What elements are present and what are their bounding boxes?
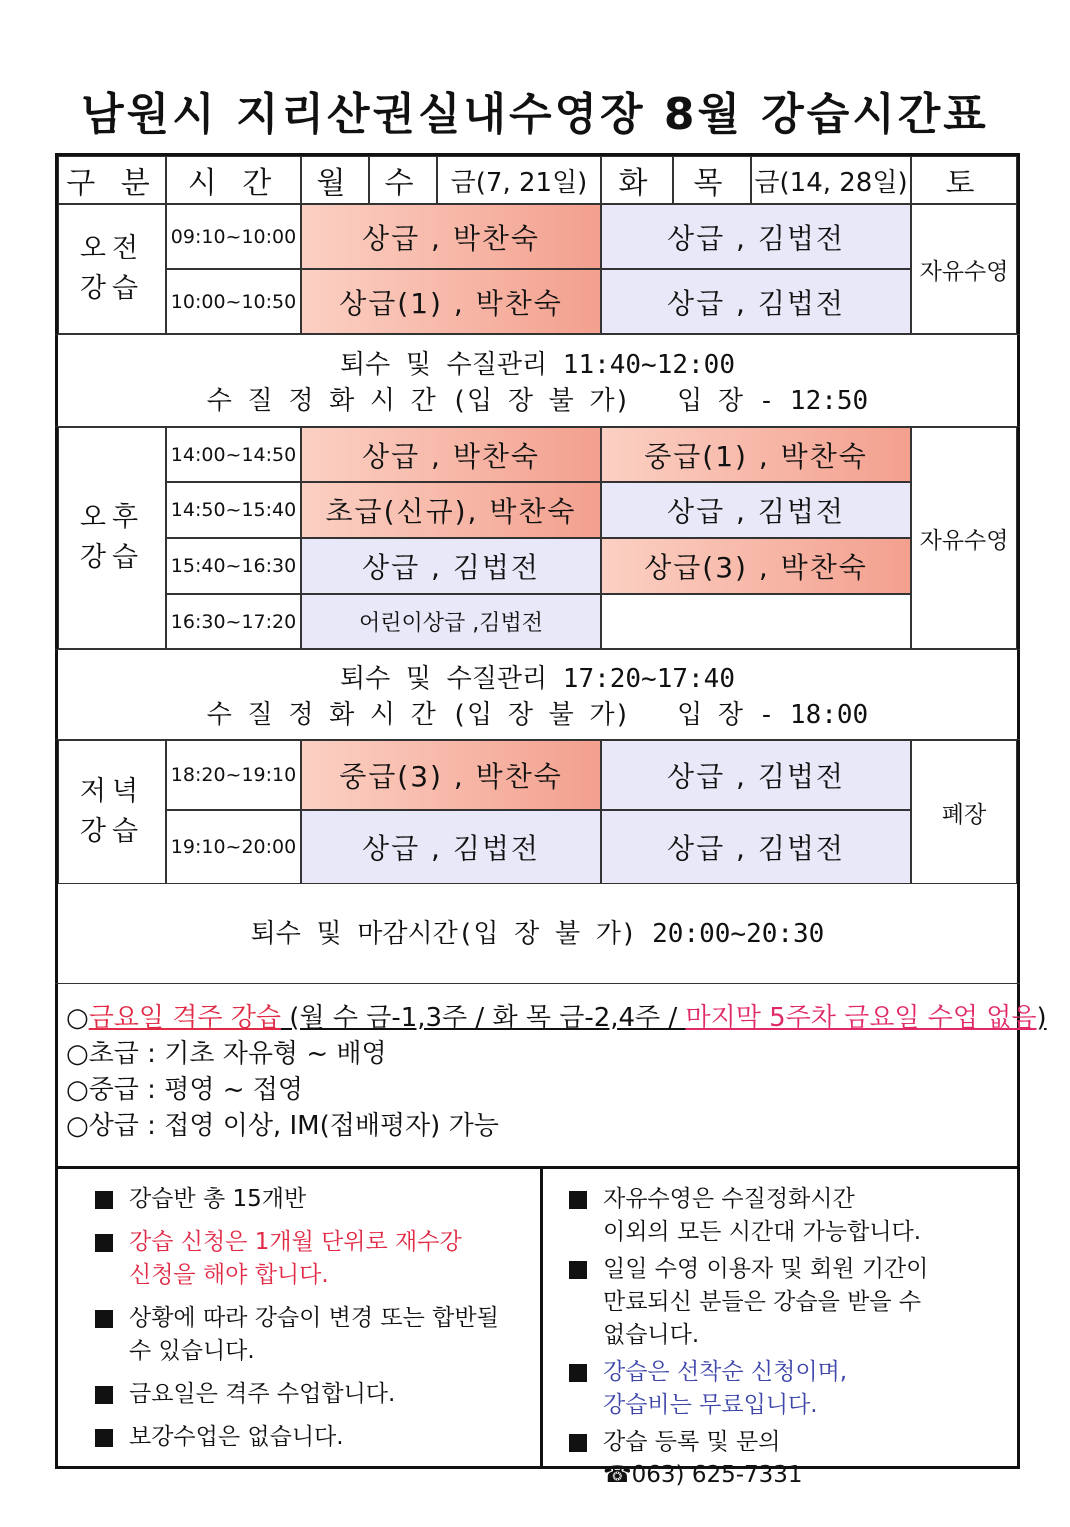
bullet-square-icon xyxy=(569,1191,587,1209)
left-item-1: 강습반 총 15개반 xyxy=(95,1183,540,1216)
bullet-square-icon xyxy=(95,1234,113,1252)
evening-row2-ttf: 상급 , 김법전 xyxy=(601,810,911,884)
morning-group-label xyxy=(58,204,166,334)
note-bullet: ○ xyxy=(66,1003,89,1033)
break2-line2: 수 질 정 화 시 간 (입 장 불 가) 입 장 - 18:00 xyxy=(206,700,869,730)
note-friday xyxy=(66,1000,1047,1036)
afternoon-row3-mwf: 상급 , 김법전 xyxy=(301,538,601,594)
header-mon: 월 xyxy=(301,156,369,204)
afternoon-row1-mwf: 상급 , 박찬숙 xyxy=(301,427,601,482)
morning-row1-ttf: 상급 , 김법전 xyxy=(601,204,911,269)
header-fri-odd: 금(7, 21일) xyxy=(437,156,601,204)
header-fri-even: 금(14, 28일) xyxy=(751,156,911,204)
afternoon-row2-ttf: 상급 , 김법전 xyxy=(601,482,911,538)
morning-row2-ttf: 상급 , 김법전 xyxy=(601,269,911,334)
header-time: 시 간 xyxy=(166,156,301,204)
closing-band xyxy=(55,884,1020,984)
note-friday-mid: (월 수 금-1,3주 / 화 목 금-2,4주 / xyxy=(281,1003,686,1033)
page-title: 남원시 지리산권실내수영장 8월 강습시간표 xyxy=(81,89,989,140)
afternoon-row4-time: 16:30~17:20 xyxy=(166,594,301,649)
break1-line1: 퇴수 및 수질관리 11:40~12:00 xyxy=(340,350,735,380)
info-box-left xyxy=(55,1166,543,1469)
bullet-square-icon xyxy=(569,1261,587,1279)
afternoon-group-label xyxy=(58,427,166,649)
note-friday-pink: 마지막 5주차 금요일 수업 없음 xyxy=(685,1003,1037,1033)
afternoon-row3-ttf: 상급(3) , 박찬숙 xyxy=(601,538,911,594)
morning-label-line1: 오전 xyxy=(79,233,145,264)
left-item-4: 금요일은 격주 수업합니다. xyxy=(95,1378,540,1411)
evening-row2-time: 19:10~20:00 xyxy=(166,810,301,884)
afternoon-row4-ttf xyxy=(601,594,911,649)
notes xyxy=(66,1000,1047,1144)
afternoon-row4-mwf: 어린이상급 ,김법전 xyxy=(301,594,601,649)
evening-label-line2: 강습 xyxy=(79,816,145,847)
header-group: 구 분 xyxy=(58,156,166,204)
evening-sat: 폐장 xyxy=(911,740,1017,884)
evening-row1-ttf: 상급 , 김법전 xyxy=(601,740,911,810)
note-intermediate: ○중급 : 평영 ~ 접영 xyxy=(66,1075,303,1105)
phone-number: ☎063) 625-7331 xyxy=(603,1462,803,1488)
evening-group-label xyxy=(58,740,166,884)
afternoon-row1-time: 14:00~14:50 xyxy=(166,427,301,482)
evening-row2-mwf: 상급 , 김법전 xyxy=(301,810,601,884)
note-friday-end: ) xyxy=(1036,1003,1047,1033)
evening-row1-mwf: 중급(3) , 박찬숙 xyxy=(301,740,601,810)
afternoon-sat: 자유수영 xyxy=(911,427,1017,649)
right-item-2: 일일 수영 이용자 및 회원 기간이 만료되신 분들은 강습을 받을 수 없습니다. xyxy=(569,1253,1020,1352)
header-wed: 수 xyxy=(369,156,437,204)
left-item-3: 상황에 따라 강습이 변경 또는 합반될 수 있습니다. xyxy=(95,1302,540,1368)
right-item-4: 강습 등록 및 문의 ☎063) 625-7331 xyxy=(569,1426,1020,1492)
info-box-right xyxy=(543,1166,1020,1488)
afternoon-row1-ttf: 중급(1) , 박찬숙 xyxy=(601,427,911,482)
morning-row2-time: 10:00~10:50 xyxy=(166,269,301,334)
evening-row1-time: 18:20~19:10 xyxy=(166,740,301,810)
afternoon-row2-mwf: 초급(신규), 박찬숙 xyxy=(301,482,601,538)
left-item-5: 보강수업은 없습니다. xyxy=(95,1421,540,1454)
bullet-square-icon xyxy=(569,1434,587,1452)
morning-label-line2: 강습 xyxy=(79,273,145,304)
morning-row1-mwf: 상급 , 박찬숙 xyxy=(301,204,601,269)
header-tue: 화 xyxy=(601,156,673,204)
header-sat: 토 xyxy=(911,156,1017,204)
break2-line1: 퇴수 및 수질관리 17:20~17:40 xyxy=(340,664,735,694)
break1-band xyxy=(55,334,1020,427)
bullet-square-icon xyxy=(95,1429,113,1447)
morning-row1-time: 09:10~10:00 xyxy=(166,204,301,269)
afternoon-label-line2: 강습 xyxy=(79,542,145,573)
afternoon-row3-time: 15:40~16:30 xyxy=(166,538,301,594)
morning-row2-mwf: 상급(1) , 박찬숙 xyxy=(301,269,601,334)
note-friday-red: 금요일 격주 강습 xyxy=(88,1003,282,1033)
morning-sat: 자유수영 xyxy=(911,204,1017,334)
right-item-3: 강습은 선착순 신청이며, 강습비는 무료입니다. xyxy=(569,1356,1020,1422)
note-beginner: ○초급 : 기초 자유형 ~ 배영 xyxy=(66,1039,387,1069)
closing-text: 퇴수 및 마감시간(입 장 불 가) 20:00~20:30 xyxy=(250,919,825,949)
bullet-square-icon xyxy=(95,1310,113,1328)
header-thu: 목 xyxy=(673,156,751,204)
afternoon-label-line1: 오후 xyxy=(79,502,145,533)
bullet-square-icon xyxy=(95,1191,113,1209)
break2-band xyxy=(55,649,1020,740)
right-item-1: 자유수영은 수질정화시간 이외의 모든 시간대 가능합니다. xyxy=(569,1183,1020,1249)
note-advanced: ○상급 : 접영 이상, IM(접배평자) 가능 xyxy=(66,1111,499,1141)
break1-line2: 수 질 정 화 시 간 (입 장 불 가) 입 장 - 12:50 xyxy=(206,386,869,416)
bullet-square-icon xyxy=(95,1386,113,1404)
left-item-2: 강습 신청은 1개월 단위로 재수강 신청을 해야 합니다. xyxy=(95,1226,540,1292)
bullet-square-icon xyxy=(569,1364,587,1382)
evening-label-line1: 저녁 xyxy=(79,776,145,807)
afternoon-row2-time: 14:50~15:40 xyxy=(166,482,301,538)
